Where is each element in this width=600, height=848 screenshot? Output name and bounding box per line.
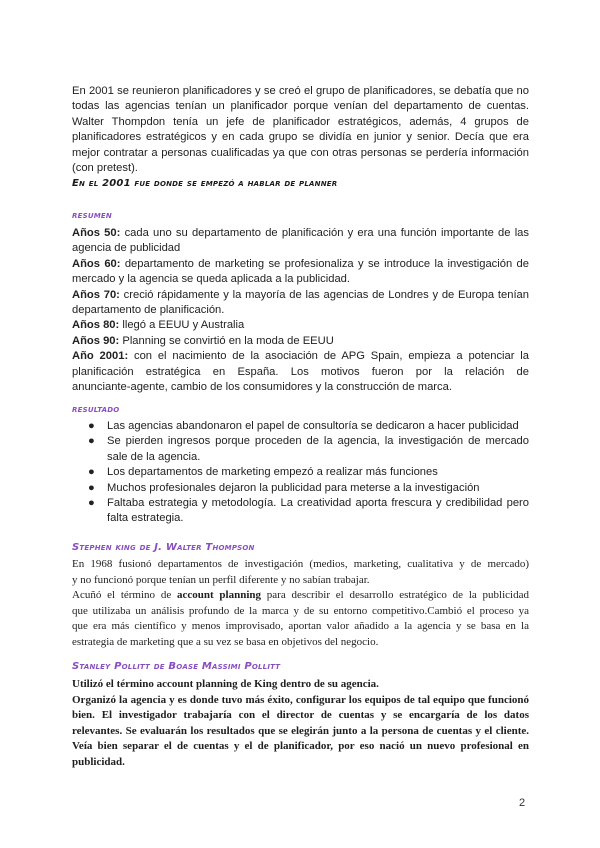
resumen-year: Años 70: — [72, 288, 120, 301]
resultado-heading: resultado — [72, 404, 120, 415]
resumen-text: planificación estratégica en España. Los motivos fueron por la relación de — [72, 365, 529, 378]
resumen-text: Planning se convirtió en la moda de EEUU — [119, 334, 334, 347]
intro-line: mejor contratar a personas cualificadas ya que con otras personas se perdería información — [72, 146, 529, 159]
intro-highlight: En el 2001 fue donde se empezó a hablar de planner — [72, 178, 338, 189]
list-item-text: Faltaba estrategia y metodología. La creatividad aporta frescura y credibilidad pero — [107, 497, 529, 510]
list-item — [72, 496, 529, 527]
list-item — [72, 481, 529, 496]
pollitt-text: de King dentro de su agencia. — [237, 678, 379, 690]
list-item — [72, 465, 529, 480]
resumen-year: Años 80: — [72, 319, 120, 332]
pollitt-line: bien. El investigador trabajaría con el director de cuentas y se encargaría de los datos — [72, 709, 529, 722]
page-number: 2 — [519, 797, 526, 809]
pollitt-line: Organizó la agencia y es donde tuvo más éxito, configurar los equipos de tal equipo que funcionó — [72, 693, 529, 706]
account-planning-term: account planning — [176, 589, 262, 602]
pollitt-text: Utilizó el término — [72, 678, 157, 690]
resumen-year: Años 90: — [72, 334, 120, 347]
pollitt-line: Veía bien separar el de cuentas y el de planificador, por eso nació un nuevo profesional en — [72, 740, 529, 753]
list-item-text: Las agencias abandonaron el papel de consultoría se dedicaron a hacer publicidad — [107, 420, 519, 432]
intro-paragraph — [72, 84, 529, 176]
bullet-icon: ● — [88, 466, 95, 479]
resumen-item — [72, 318, 529, 333]
list-item-text: falta estrategia. — [107, 512, 184, 525]
resumen-item — [72, 334, 529, 349]
resumen-text: agencia de publicidad — [72, 242, 181, 255]
king-text: Acuñó el término de — [72, 589, 177, 602]
bullet-icon: ● — [88, 481, 95, 494]
pollitt-paragraph — [72, 677, 529, 771]
bullet-icon: ● — [88, 497, 95, 510]
bullet-icon: ● — [88, 435, 95, 448]
pollitt-heading: Stanley Pollitt de Boase Massimi Pollitt — [72, 661, 281, 672]
intro-line: planificadores estratégicos y en cada grupo se dividía en junior y senior. Decía que era — [72, 131, 529, 144]
king-line — [72, 588, 529, 604]
resumen-item — [72, 288, 529, 303]
list-item — [72, 434, 529, 465]
list-item-text: sale de la agencia. — [107, 450, 201, 463]
pollitt-line: relevantes. Se evaluarán los resultados que se elegirán junto a la persona de cuentas y el cliente. — [72, 724, 529, 737]
intro-line: Walter Thompdon tenía un jefe de planificador estratégicos, además, 4 grupos de — [72, 115, 529, 128]
intro-line: (con pretest). — [72, 162, 138, 175]
resumen-heading: resumen — [72, 210, 112, 221]
resumen-text: departamento de marketing se profesionaliza y se introduce la investigación de — [120, 257, 529, 270]
pollitt-line — [72, 677, 529, 693]
bullet-icon: ● — [88, 420, 95, 432]
resumen-text: cada uno su departamento de planificación y era una función importante de las — [120, 227, 529, 239]
king-line: y no funcionó porque tenían un perfil diferente y no sabían trabajar. — [72, 573, 370, 586]
king-line: estrategia de marketing que a su vez se basa en objetivos del negocio. — [72, 635, 379, 648]
resumen-text: mercado y la agencia se queda aplicada a la publicidad. — [72, 273, 351, 286]
resumen-text: con el nacimiento de la asociación de APG Spain, empieza a potenciar la — [128, 350, 529, 363]
resumen-item — [72, 257, 529, 272]
king-heading: Stephen king de J. Walter Thompson — [72, 542, 255, 553]
king-paragraph — [72, 557, 529, 651]
intro-line: En 2001 se reunieron planificadores y se creó el grupo de planificadores, se debatía que no — [72, 85, 529, 97]
resumen-item — [72, 226, 529, 241]
list-item-text: Muchos profesionales dejaron la publicidad para meterse a la investigación — [107, 481, 480, 494]
resumen-year: Año 2001: — [72, 350, 129, 363]
resumen-text: llegó a EEUU y Australia — [119, 319, 245, 332]
resumen-list — [72, 226, 529, 395]
king-line: En 1968 fusionó departamentos de investigación (medios, marketing, cualitativa y de mercado) — [72, 558, 529, 570]
resumen-text: creció rápidamente y la mayoría de las agencias de Londres y de Europa tenían — [119, 288, 529, 301]
resumen-text: anunciante-agente, cambio de los consumidores y la construcción de marca. — [72, 381, 452, 394]
list-item-text: Los departamentos de marketing empezó a realizar más funciones — [107, 466, 438, 479]
account-planning-term: account planning — [156, 678, 238, 690]
king-text: para describir el desarrollo estratégico de la publicidad — [261, 589, 529, 602]
resumen-text: departamento de planificación. — [72, 304, 225, 317]
king-line: que utilizaba un análisis profundo de la marca y de su entorno competitivo.Cambió el proceso ya — [72, 604, 529, 617]
resumen-year: Años 50: — [72, 227, 121, 239]
resultado-list — [72, 419, 529, 527]
resumen-year: Años 60: — [72, 257, 121, 270]
king-line: que era más científico y menos improvisado, aportan valor añadido a la agencia y se basa en la — [72, 620, 529, 633]
resumen-item — [72, 349, 529, 364]
list-item — [72, 419, 529, 434]
intro-line: todas las agencias tenían un planificador porque venían del departamento de cuentas. — [72, 100, 529, 113]
pollitt-line: publicidad. — [72, 755, 125, 768]
list-item-text: Se pierden ingresos porque proceden de la agencia, la investigación de mercado — [107, 435, 529, 448]
